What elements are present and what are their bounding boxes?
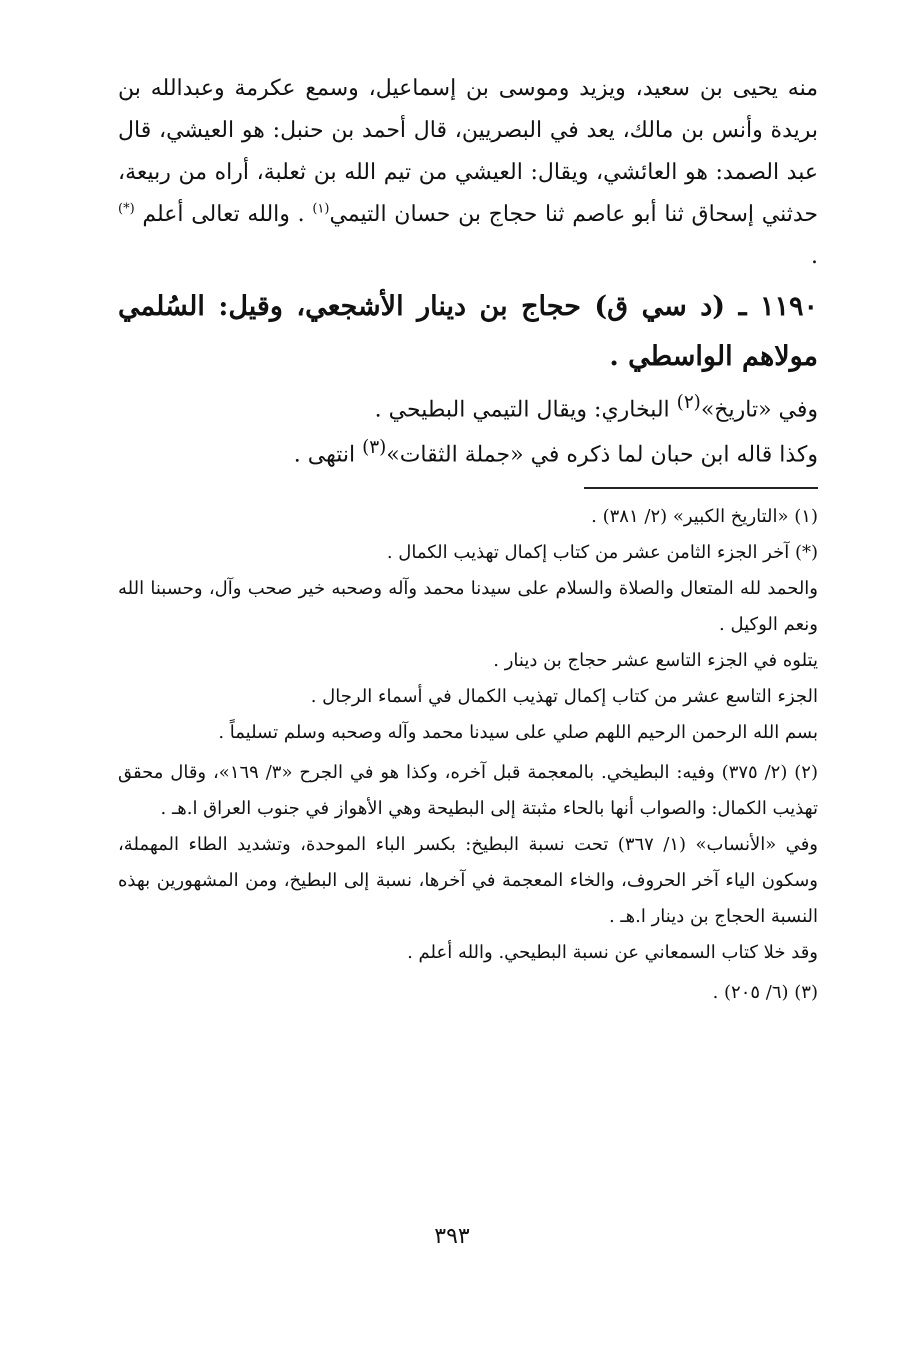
ibn-hibban-note-end: انتهى . (293, 442, 356, 468)
footnote-star-line: والحمد لله المتعال والصلاة والسلام على سيدنا محمد وآله وصحبه خير صحب وآل، وحسبنا الله ونعم الوكيل . (118, 577, 818, 635)
footnote-star-line: يتلوه في الجزء التاسع عشر حجاج بن دينار . (493, 649, 818, 671)
paragraph-text-cont: . والله تعالى أعلم (142, 202, 305, 227)
footnote-ref-star: (*) (118, 201, 135, 217)
footnote-star-line: الجزء التاسع عشر من كتاب إكمال تهذيب الكمال في أسماء الرجال . (310, 685, 818, 707)
footnote-ref-2: (٢) (676, 392, 701, 413)
ibn-hibban-note-line (118, 429, 818, 474)
page-number: ٣٩٣ (434, 1224, 470, 1249)
bukhari-note-start: وفي «تاريخ» (700, 397, 818, 423)
footnote-3: (٣) (٦/ ٢٠٥) . (712, 981, 818, 1003)
footnote-ref-3: (٣) (362, 437, 387, 459)
paragraph-end: . (811, 244, 818, 269)
main-paragraph (118, 68, 818, 278)
ibn-hibban-note-start: وكذا قاله ابن حبان لما ذكره في «جملة الثقات» (386, 442, 818, 468)
footnote-2 (118, 755, 818, 971)
bukhari-note-line (118, 384, 818, 429)
footnote-ref-1: (١) (312, 201, 330, 217)
footnotes (118, 499, 818, 1011)
page-content (118, 68, 818, 1011)
footnote-star-line: بسم الله الرحمن الرحيم اللهم صلي على سيدنا محمد وآله وصحبه وسلم تسليماً . (218, 721, 818, 743)
footnote-2-line: وفي «الأنساب» (١/ ٣٦٧) تحت نسبة البطيخ: بكسر الباء الموحدة، وتشديد الطاء المهملة، وسكون الياء آخر الحروف، والخاء المعجمة في آخرها، نسبة إلى البطيخ، ومن المشهورين بهذه النسبة الحجاج بن دينار ا.هـ . (118, 833, 818, 927)
footnote-star (118, 535, 818, 751)
footnote-2-line: (٢) (٢/ ٣٧٥) وفيه: البطيخي. بالمعجمة قبل آخره، وكذا هو في الجرح «٣/ ١٦٩»، وقال محقق تهذيب الكمال: والصواب أنها بالحاء مثبتة إلى البطيحة وهي الأهواز في جنوب العراق ا.هـ . (118, 761, 818, 819)
footnote-1: (١) «التاريخ الكبير» (٢/ ٣٨١) . (591, 505, 818, 527)
footnote-2-line: وقد خلا كتاب السمعاني عن نسبة البطيحي. والله أعلم . (407, 941, 818, 963)
entry-heading: ١١٩٠ ـ (د سي ق) حجاج بن دينار الأشجعي، وقيل: السُلمي مولاهم الواسطي . (118, 291, 818, 372)
bukhari-note-end: البخاري: ويقال التيمي البطيحي . (374, 397, 670, 423)
paragraph-text: منه يحيى بن سعيد، ويزيد وموسى بن إسماعيل، وسمع عكرمة وعبدالله بن بريدة وأنس بن مالك، يعد في البصريين، قال أحمد بن حنبل: هو العيشي، قال عبد الصمد: هو العائشي، ويقال: العيشي من تيم الله بن ثعلبة، أراه من ربيعة، حدثني إسحاق ثنا أبو عاصم ثنا حجاج بن حسان التيمي (118, 76, 818, 227)
footnote-separator (584, 487, 818, 489)
footnote-star-line: (*) آخر الجزء الثامن عشر من كتاب إكمال تهذيب الكمال . (386, 541, 818, 563)
